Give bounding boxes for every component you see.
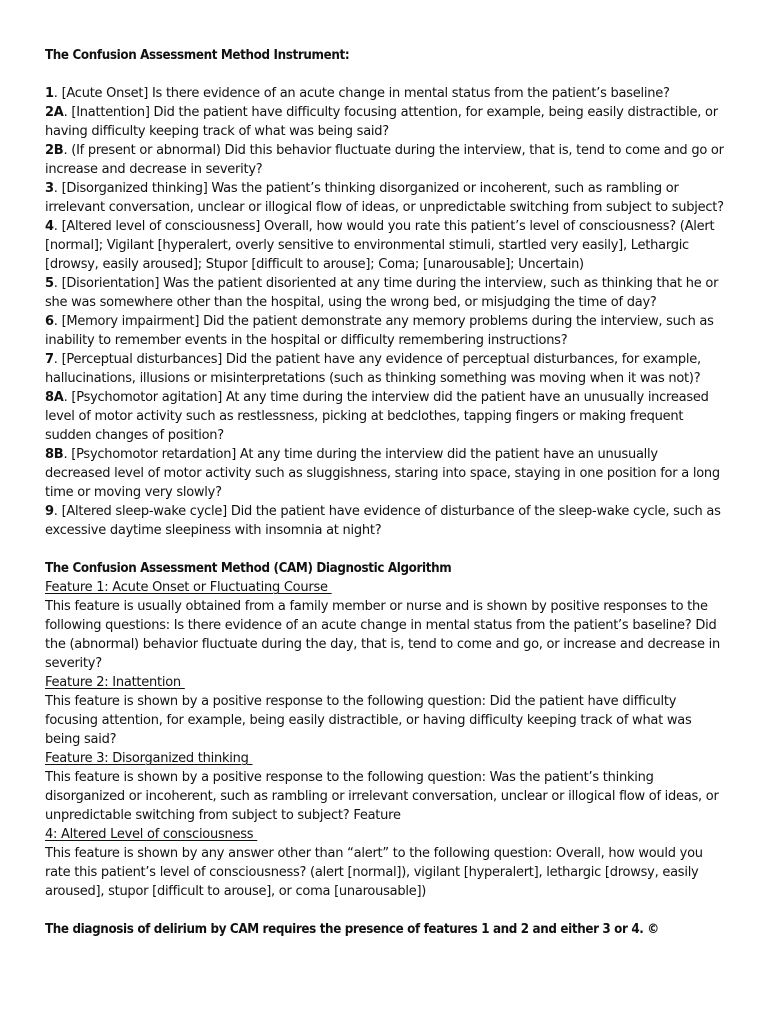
instrument-title: The Confusion Assessment Method Instrument: xyxy=(45,48,350,63)
item-separator: . xyxy=(53,314,58,329)
feature-4-text: This feature is shown by any answer other than “alert” to the following question: Overall, how would you rate this patient’s level of consciousness? (alert [normal]), vigilant [hyperalert], lethargic [drowsy, easily aroused], stupor [difficult to arouse], or coma [unarousable]) xyxy=(45,846,703,899)
item-text: [Disorganized thinking] Was the patient’s thinking disorganized or incoherent, such as rambling or irrelevant conversation, unclear or illogical flow of ideas, or unpredictable switching from subject to subject? xyxy=(45,181,724,215)
item-separator: . xyxy=(63,105,68,120)
feature-label: Feature 2: Inattention xyxy=(45,675,185,690)
instrument-item-2a xyxy=(45,103,724,141)
item-separator: . xyxy=(53,276,58,291)
item-separator: . xyxy=(63,390,68,405)
instrument-item-3 xyxy=(45,179,724,217)
item-separator: . xyxy=(53,504,58,519)
instrument-item-2b xyxy=(45,141,724,179)
instrument-item-1 xyxy=(45,84,724,103)
item-text: [Memory impairment] Did the patient demonstrate any memory problems during the interview, such as inability to remember events in the hospital or difficulty remembering instructions? xyxy=(45,314,714,348)
item-number: 6 xyxy=(45,314,54,329)
feature-3-label xyxy=(45,749,724,768)
document-body xyxy=(45,46,724,939)
instrument-item-5 xyxy=(45,274,724,312)
feature-label: Feature 1: Acute Onset or Fluctuating Course xyxy=(45,580,332,595)
item-text: [Perceptual disturbances] Did the patient have any evidence of perceptual disturbances, for example, hallucinations, illusions or misinterpretations (such as thinking something was moving when it was not)? xyxy=(45,352,701,386)
feature-2-label xyxy=(45,673,724,692)
feature-3-text: This feature is shown by a positive response to the following question: Was the patient’s thinking disorganized or incoherent, such as rambling or irrelevant conversation, unclear or illogical flow of ideas, or unpredictable switching from subject to subject? Feature xyxy=(45,770,719,823)
item-text: [Psychomotor agitation] At any time during the interview did the patient have an unusually increased level of motor activity such as restlessness, picking at bedclothes, tapping fingers or making frequent sudden changes of position? xyxy=(45,390,709,443)
feature-label: 4: Altered Level of consciousness xyxy=(45,827,258,842)
feature-4-label xyxy=(45,825,724,844)
item-number: 9 xyxy=(45,504,54,519)
feature-label: Feature 3: Disorganized thinking xyxy=(45,751,253,766)
item-separator: . xyxy=(63,447,68,462)
diagnosis-conclusion: The diagnosis of delirium by CAM requires the presence of features 1 and 2 and either 3 or 4. © xyxy=(45,922,659,937)
item-separator: . xyxy=(53,86,58,101)
item-separator: . xyxy=(53,219,58,234)
item-number: 5 xyxy=(45,276,54,291)
item-text: [Acute Onset] Is there evidence of an acute change in mental status from the patient’s baseline? xyxy=(57,86,670,101)
item-text: [Altered level of consciousness] Overall, how would you rate this patient’s level of consciousness? (Alert [normal]; Vigilant [hyperalert, overly sensitive to environmental stimuli, startled very easily], Lethargic [drowsy, easily aroused]; Stupor [difficult to arouse]; Coma; [unarousable]; Uncertain) xyxy=(45,219,715,272)
feature-2-text: This feature is shown by a positive response to the following question: Did the patient have difficulty focusing attention, for example, being easily distractible, or having difficulty keeping track of what was being said? xyxy=(45,694,692,747)
item-number: 8B xyxy=(45,447,64,462)
item-number: 2B xyxy=(45,143,64,158)
item-number: 2A xyxy=(45,105,64,120)
item-text: (If present or abnormal) Did this behavior fluctuate during the interview, that is, tend to come and go or increase and decrease in severity? xyxy=(45,143,724,177)
item-separator: . xyxy=(53,352,58,367)
item-number: 1 xyxy=(45,86,54,101)
item-number: 8A xyxy=(45,390,64,405)
instrument-item-7 xyxy=(45,350,724,388)
instrument-item-6 xyxy=(45,312,724,350)
feature-1-text: This feature is usually obtained from a family member or nurse and is shown by positive responses to the following questions: Is there evidence of an acute change in mental status from the patient’s baseline? Did the (abnormal) behavior fluctuate during the day, that is, tend to come and go, or increase and decrease in severity? xyxy=(45,599,720,671)
item-text: [Inattention] Did the patient have difficulty focusing attention, for example, being easily distractible, or having difficulty keeping track of what was being said? xyxy=(45,105,718,139)
item-number: 7 xyxy=(45,352,54,367)
item-separator: . xyxy=(63,143,68,158)
instrument-item-9 xyxy=(45,502,724,540)
feature-1-label xyxy=(45,578,724,597)
item-separator: . xyxy=(53,181,58,196)
item-number: 3 xyxy=(45,181,54,196)
item-number: 4 xyxy=(45,219,54,234)
item-text: [Altered sleep-wake cycle] Did the patient have evidence of disturbance of the sleep-wake cycle, such as excessive daytime sleepiness with insomnia at night? xyxy=(45,504,721,538)
item-text: [Disorientation] Was the patient disoriented at any time during the interview, such as thinking that he or she was somewhere other than the hospital, using the wrong bed, or misjudging the time of day? xyxy=(45,276,719,310)
item-text: [Psychomotor retardation] At any time during the interview did the patient have an unusually decreased level of motor activity such as sluggishness, staring into space, staying in one position for a long time or moving very slowly? xyxy=(45,447,720,500)
algorithm-title: The Confusion Assessment Method (CAM) Diagnostic Algorithm xyxy=(45,561,452,576)
instrument-item-4 xyxy=(45,217,724,274)
instrument-items xyxy=(45,84,724,540)
instrument-item-8b xyxy=(45,445,724,502)
algorithm-features xyxy=(45,578,724,901)
instrument-item-8a xyxy=(45,388,724,445)
